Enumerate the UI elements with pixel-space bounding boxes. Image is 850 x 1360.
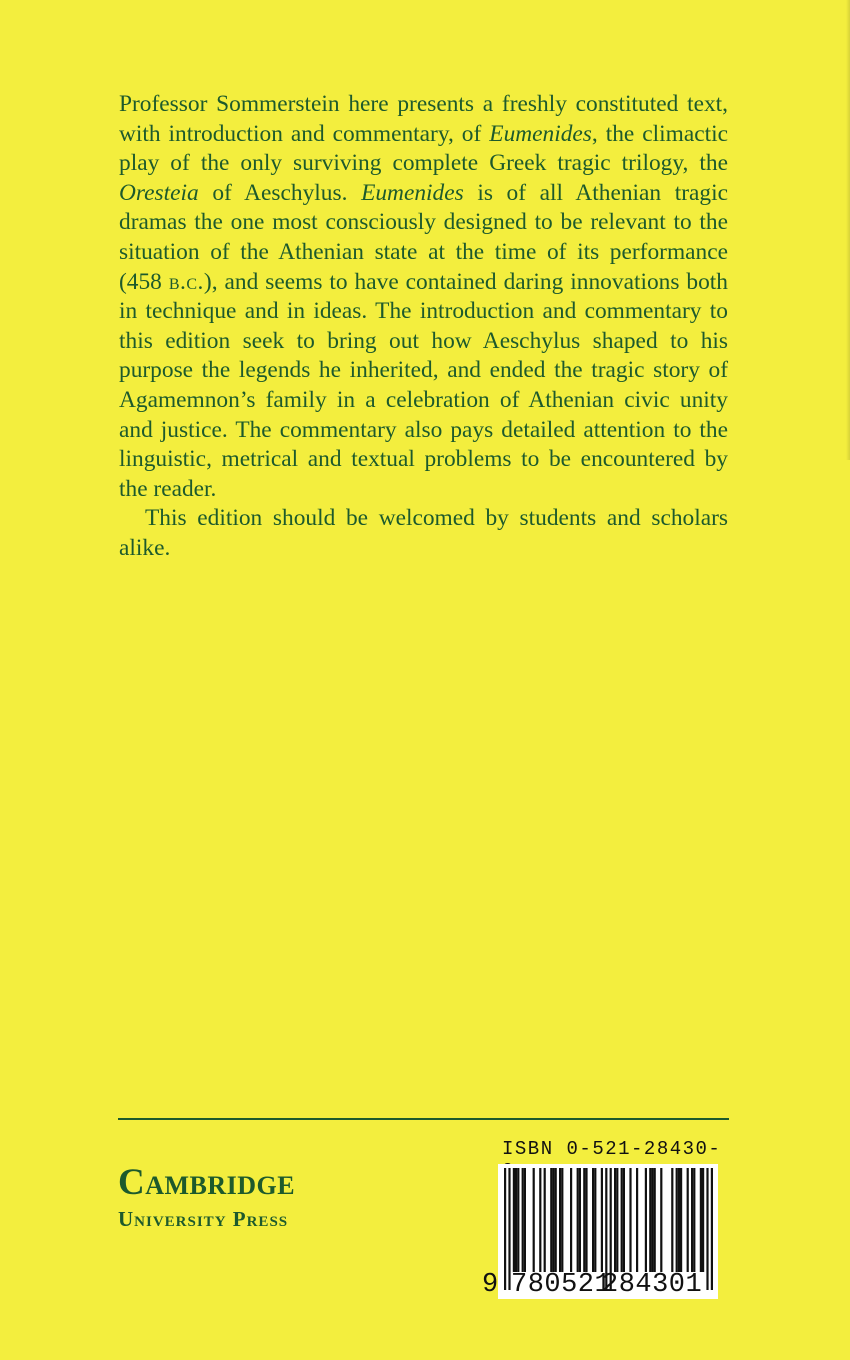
barcode-bar: [621, 1168, 623, 1272]
barcode-bar: [678, 1168, 680, 1272]
barcode-digit-first: 9: [482, 1270, 499, 1300]
barcode-bar: [552, 1168, 554, 1272]
barcode-bar: [649, 1168, 651, 1272]
divider-rule: [118, 1118, 729, 1120]
barcode-bar: [577, 1168, 579, 1272]
barcode-bar: [616, 1168, 618, 1272]
barcode-bar: [700, 1168, 702, 1272]
italic-title: Eumenides: [361, 179, 464, 206]
barcode-bar: [687, 1168, 689, 1272]
barcode-bar: [524, 1168, 526, 1272]
publisher-subtitle: University Press: [118, 1207, 289, 1231]
barcode-bar: [550, 1168, 552, 1272]
barcode-bar: [517, 1168, 519, 1272]
barcode-bar: [561, 1168, 563, 1272]
barcode-bar: [592, 1168, 594, 1272]
barcode-bar: [601, 1168, 603, 1272]
barcode-bar: [522, 1168, 524, 1272]
italic-title: Oresteia: [119, 179, 199, 206]
barcode-bar: [693, 1168, 695, 1272]
barcode-bar: [671, 1168, 673, 1272]
barcode-bar: [614, 1168, 616, 1272]
barcode-bar: [711, 1168, 713, 1290]
text-run: Professor Sommerstein here presents a freshly constituted text, with introduction and commentary, of: [119, 91, 728, 147]
barcode-bar: [645, 1168, 647, 1272]
text-run: , the climactic play of the only surviving complete Greek tragic trilogy, the: [119, 120, 729, 177]
barcode-digits-right: 284301: [602, 1270, 703, 1300]
barcode-bar: [594, 1168, 596, 1272]
blurb-paragraph-2: This edition should be welcomed by students and scholars alike.: [119, 505, 728, 561]
spine-edge: [846, 0, 850, 460]
barcode-bar: [559, 1168, 561, 1272]
barcode-bar: [623, 1168, 625, 1272]
barcode-bar: [513, 1168, 515, 1272]
barcode-bar: [636, 1168, 638, 1272]
text-run: of Aeschylus.: [198, 179, 362, 206]
barcode-bar: [515, 1168, 517, 1272]
era-abbrev: b.c.: [168, 268, 204, 295]
blurb: [119, 90, 728, 564]
barcode-bar: [706, 1168, 708, 1290]
barcode-bar: [544, 1168, 546, 1272]
barcode-bar: [555, 1168, 557, 1272]
barcode-bar: [676, 1168, 678, 1272]
barcode-bar: [585, 1168, 587, 1272]
barcode-bar: [583, 1168, 585, 1272]
barcode-bar: [629, 1168, 631, 1272]
barcode-bar: [654, 1168, 656, 1272]
barcode-bar: [570, 1168, 572, 1272]
barcode-bar: [702, 1168, 704, 1272]
text-run: is of all Athenian tragic dramas the one most consciously designed to be relevant to the situation of the Athenian state at the time of its performance (458: [119, 179, 728, 295]
italic-title: Eumenides: [489, 120, 592, 147]
barcode-bar: [533, 1168, 535, 1272]
barcode-bar: [539, 1168, 541, 1272]
barcode-bar: [504, 1168, 506, 1290]
barcode-digits-left: 780521: [511, 1270, 612, 1300]
blurb-paragraph-1: [119, 90, 728, 504]
barcode-bar: [579, 1168, 581, 1272]
isbn-label: ISBN 0-521-28430-: [502, 1138, 722, 1160]
text-run: ), and seems to have contained daring innovations both in technique and in ideas. The introduction and commentary to this edition seek to bring out how Aeschylus shaped to his purpose the legends he inherited, and ended the tragic story of Agamemnon’s family in a celebration of Athenian civic unity and justice. The commentary also pays detailed attention to the linguistic, metrical and textual problems to be encountered by the reader.: [119, 268, 728, 502]
barcode-bar: [660, 1168, 662, 1272]
barcode-bar: [651, 1168, 653, 1272]
barcode-bar: [691, 1168, 693, 1272]
barcode: [480, 1164, 730, 1299]
publisher-name: Cambridge: [118, 1162, 296, 1203]
barcode-bar: [680, 1168, 682, 1272]
publisher-logo: [118, 1163, 295, 1231]
